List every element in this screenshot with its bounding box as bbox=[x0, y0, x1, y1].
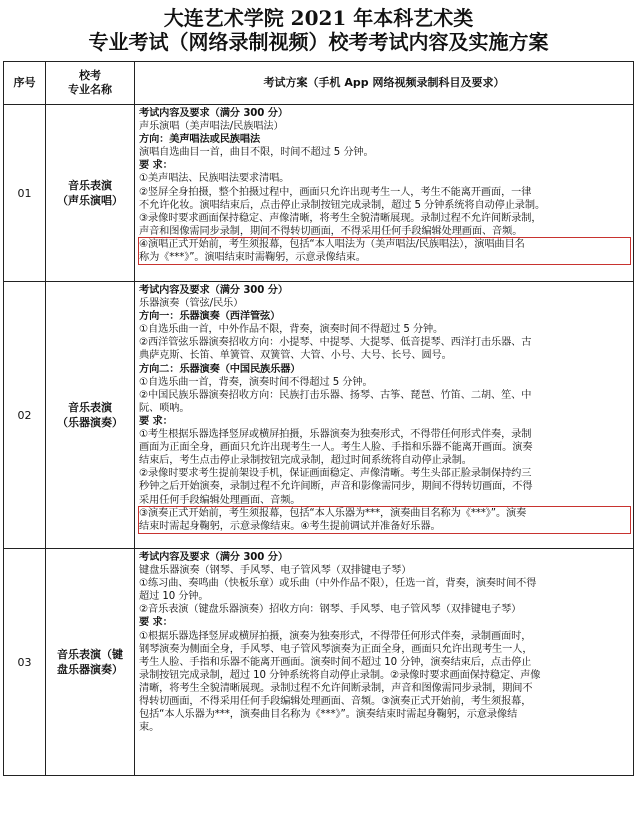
plan-line: 录制按钮完成录制，超过 10 分钟系统将自动停止录制。②录像时要求画面保持稳定、声像 bbox=[139, 669, 541, 681]
plan-line: 方向一：乐器演奏（西洋管弦） bbox=[139, 311, 281, 323]
plan-line: 方向：美声唱法或民族唱法 bbox=[139, 134, 261, 146]
plan-line: ①自选乐曲一首，中外作品不限，背奏，演奏时间不得超过 5 分钟。 bbox=[139, 324, 444, 336]
plan-line: 束。 bbox=[139, 722, 160, 734]
header-name-line2: 专业名称 bbox=[68, 83, 112, 96]
plan-line: ②西洋管弦乐器演奏招收方向：小提琴、中提琴、大提琴、低音提琴、西洋打击乐器、古 bbox=[139, 337, 532, 349]
plan-line: 不允许化妆。演唱结束后，点击停止录制按钮完成录制，超过 5 分钟系统将自动停止录制。 bbox=[139, 199, 546, 211]
plan-line: 包括“本人乐器为***，演奏曲目名称为《***》”。演奏结束时需起身鞠躬，示意录像结 bbox=[139, 709, 518, 721]
plan-line: 清晰，将考生全貌清晰展现。录制过程不允许间断录制，声音和图像需同步录制，期间不 bbox=[139, 682, 533, 694]
row-plan bbox=[135, 105, 634, 282]
plan-line: ①练习曲、奏鸣曲（快板乐章）或乐曲（中外作品不限），任选一首，背奏，演奏时间不得 bbox=[139, 578, 537, 590]
plan-line: 考试内容及要求（满分 300 分） bbox=[139, 285, 288, 296]
plan-line: ②中国民族乐器演奏招收方向：民族打击乐器、扬琴、古筝、琵琶、竹笛、二胡、笙、中 bbox=[139, 389, 532, 401]
plan-line: ③录像时要求画面保持稳定、声像清晰，将考生全貌清晰展现。录制过程不允许间断录制， bbox=[139, 212, 542, 224]
plan-line: 考试内容及要求（满分 300 分） bbox=[139, 552, 288, 563]
highlight-box bbox=[139, 238, 630, 264]
plan-line: 考试内容及要求（满分 300 分） bbox=[139, 108, 288, 119]
plan-line: 演唱自选曲目一首，曲目不限，时间不超过 5 分钟。 bbox=[139, 147, 374, 159]
major-name-line2: （乐器演奏） bbox=[57, 416, 123, 429]
row-seq: 03 bbox=[4, 549, 46, 776]
plan-line: 典萨克斯、长笛、单簧管、双簧管、大管、小号、大号、长号、圆号。 bbox=[139, 350, 452, 362]
plan-line: 声乐演唱（美声唱法/民族唱法） bbox=[139, 121, 284, 133]
document-title-line2: 专业考试（网络录制视频）校考考试内容及实施方案 bbox=[88, 30, 549, 54]
plan-line: 得转切画面，不得采用任何手段编辑处理画面、音频。③演奏正式开始前，考生须报幕， bbox=[139, 696, 532, 708]
header-plan: 考试方案（手机 App 网络视频录制科目及要求） bbox=[135, 62, 634, 105]
plan-line: ③演奏正式开始前，考生须报幕，包括“本人乐器为***，演奏曲目名称为《***》”。演奏 bbox=[139, 507, 527, 519]
plan-line: 钢琴演奏为侧面全身，手风琴、电子管风琴演奏为正面全身，画面只允许出现考生一人， bbox=[139, 643, 533, 655]
row-major-name bbox=[46, 105, 135, 282]
row-seq: 01 bbox=[4, 105, 46, 282]
plan-line: ①美声唱法、民族唱法要求清唱。 bbox=[139, 173, 290, 185]
row-major-name bbox=[46, 549, 135, 776]
plan-line: ②竖屏全身拍摄，整个拍摄过程中，画面只允许出现考生一人，考生不能离开画面，一律 bbox=[139, 186, 532, 198]
plan-line: 阮、唢呐。 bbox=[139, 402, 190, 414]
plan-line: 方向二：乐器演奏（中国民族乐器） bbox=[139, 363, 301, 375]
row-major-name bbox=[46, 282, 135, 549]
plan-line: 考生人脸、手指和乐器不能离开画面。演奏时间不超过 10 分钟，演奏结束后，点击停止 bbox=[139, 656, 532, 668]
plan-line: ①自选乐曲一首，背奏，演奏时间不得超过 5 分钟。 bbox=[139, 376, 373, 388]
plan-line: 结束后，考生点击停止录制按钮完成录制，超过时间系统将自动停止录制。 bbox=[139, 455, 472, 467]
table-row bbox=[4, 549, 634, 776]
plan-line: 称为《***》”。演唱结束时需鞠躬，示意录像结束。 bbox=[139, 252, 366, 264]
document-title-line1: 大连艺术学院 2021 年本科艺术类 bbox=[163, 6, 474, 30]
table-header-row bbox=[4, 62, 634, 105]
plan-line: 要 求： bbox=[139, 160, 173, 172]
plan-line: 声音和图像需同步录制，期间不得转切画面，不得采用任何手段编辑处理画面、音频。 bbox=[139, 225, 523, 237]
row-plan bbox=[135, 549, 634, 776]
plan-line: ②录像时要求考生提前架设手机，保证画面稳定、声像清晰。考生头部正脸录制保持约三 bbox=[139, 468, 532, 480]
plan-line: 画面为正面全身，画面只允许出现考生一人。考生人脸、手指和乐器不能离开画面。演奏 bbox=[139, 442, 533, 454]
plan-line: 键盘乐器演奏（钢琴、手风琴、电子管风琴（双排键电子琴） bbox=[139, 565, 412, 577]
plan-line: ②音乐表演（键盘乐器演奏）招收方向：钢琴、手风琴、电子管风琴（双排键电子琴） bbox=[139, 604, 522, 616]
highlight-box bbox=[139, 507, 630, 533]
row-plan bbox=[135, 282, 634, 549]
plan-line: ①根据乐器选择竖屏或横屏拍摄，演奏为独奏形式，不得带任何形式伴奏，录制画面时， bbox=[139, 630, 532, 642]
header-name-line1: 校考 bbox=[79, 69, 101, 82]
plan-line: 采用任何手段编辑处理画面、音频。 bbox=[139, 494, 301, 506]
major-name-line1: 音乐表演 bbox=[68, 179, 112, 192]
major-name-line2: 盘乐器演奏） bbox=[57, 663, 123, 676]
table-row bbox=[4, 105, 634, 282]
plan-line: 超过 10 分钟。 bbox=[139, 591, 209, 603]
major-name-line1: 音乐表演（键 bbox=[57, 648, 123, 661]
plan-line: ①考生根据乐器选择竖屏或横屏拍摄，乐器演奏为独奏形式，不得带任何形式伴奏，录制 bbox=[139, 429, 532, 441]
major-name-line2: （声乐演唱） bbox=[57, 194, 123, 207]
row-seq: 02 bbox=[4, 282, 46, 549]
plan-line: 乐器演奏（管弦/民乐） bbox=[139, 298, 244, 310]
header-name bbox=[46, 62, 135, 105]
major-name-line1: 音乐表演 bbox=[68, 401, 112, 414]
header-seq: 序号 bbox=[4, 62, 46, 105]
exam-plan-table bbox=[3, 61, 634, 776]
plan-line: 要 求： bbox=[139, 415, 173, 427]
plan-line: 结束时需起身鞠躬，示意录像结束。④考生提前调试并准备好乐器。 bbox=[139, 520, 441, 532]
plan-line: 秒钟之后开始演奏，录制过程不允许间断，声音和影像需同步，期间不得转切画面，不得 bbox=[139, 481, 533, 493]
plan-line: 要 求： bbox=[139, 617, 173, 629]
plan-line: ④演唱正式开始前，考生须报幕，包括“本人唱法为（美声唱法/民族唱法），演唱曲目名 bbox=[139, 238, 525, 250]
table-row bbox=[4, 282, 634, 549]
